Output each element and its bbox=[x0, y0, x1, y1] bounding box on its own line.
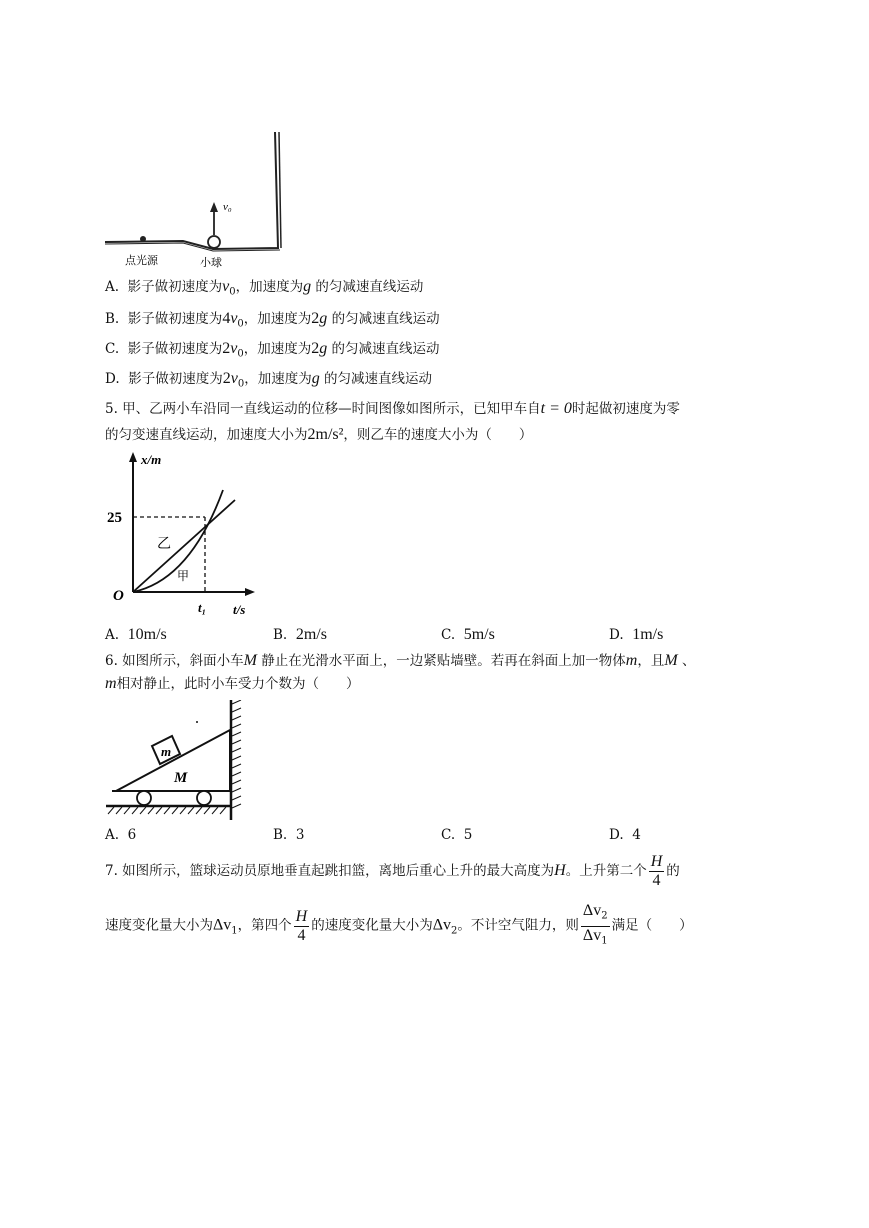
q6-stem-line2: m相对静止，此时小车受力个数为（ ） bbox=[105, 675, 360, 692]
q7-stem-line2: 速度变化量大小为$\Delta v_1$，第四个 $\frac{H}{4}$ 的速度变化量大小为$\Delta v_2$。不计空气阻力，则 $\frac{\Delta v_2}{\Delta v_1}$ 满足（ ） bbox=[105, 902, 693, 950]
q6-option-c: C. 5 bbox=[441, 827, 473, 843]
q5-option-b: B. 2m/s bbox=[273, 626, 327, 643]
curve-label-yi: 乙 bbox=[157, 536, 171, 552]
xtick-t1: t₁ bbox=[198, 600, 207, 615]
xt-graph bbox=[105, 450, 255, 618]
m-label: m bbox=[161, 744, 172, 759]
fraction-H-over-4: $\frac{H}{4}$ bbox=[650, 853, 663, 889]
q5-option-d: D. 1m/s bbox=[609, 626, 664, 643]
q4-option-a: A. 影子做初速度为$v_0$，加速度为g 的匀减速直线运动 bbox=[105, 278, 424, 298]
q5-options bbox=[105, 626, 805, 646]
q5-stem-line2: 的匀变速直线运动，加速度大小为2m/s²，则乙车的速度大小为（ ） bbox=[105, 426, 533, 443]
q6-option-b: B. 3 bbox=[273, 827, 305, 843]
ylabel: x/m bbox=[141, 452, 162, 467]
light-source bbox=[140, 236, 146, 242]
wheel-right bbox=[197, 791, 211, 805]
M-label: M bbox=[174, 770, 188, 786]
ball-label: 小球 bbox=[200, 256, 222, 269]
wheel-left bbox=[137, 791, 151, 805]
fraction-dv2-over-dv1: $\frac{\Delta v_2}{\Delta v_1}$ bbox=[582, 902, 608, 947]
q7-stem-line1: 7. 如图所示，篮球运动员原地垂直起跳扣篮，离地后重心上升的最大高度为H。上升第二个 $\frac{H}{4}$ 的 bbox=[105, 853, 680, 889]
q4-option-c: C. 影子做初速度为$2v_0$，加速度为2g 的匀减速直线运动 bbox=[105, 340, 440, 360]
xlabel: t/s bbox=[233, 602, 246, 617]
fraction-H-over-4-b: $\frac{H}{4}$ bbox=[295, 907, 308, 944]
q6-stem-line1: 6. 如图所示，斜面小车M 静止在光滑水平面上，一边紧贴墙壁。若再在斜面上加一物体m，且M 、 bbox=[105, 652, 696, 669]
origin-label: O bbox=[113, 588, 124, 604]
incline-cart-figure bbox=[104, 700, 244, 825]
ytick-25: 25 bbox=[107, 510, 122, 526]
v0-label: v₀ bbox=[223, 201, 232, 213]
q6-option-a: A. 6 bbox=[105, 827, 137, 843]
q5-option-a: A. 10m/s bbox=[105, 626, 167, 643]
shadow-figure bbox=[103, 132, 303, 274]
q6-option-d: D. 4 bbox=[609, 827, 641, 843]
q6-options bbox=[105, 827, 805, 847]
q5-stem-line1: 5. 甲、乙两小车沿同一直线运动的位移—时间图像如图所示，已知甲车自t = 0时起做初速度为零 bbox=[105, 400, 680, 417]
ball bbox=[208, 236, 220, 248]
q5-option-c: C. 5m/s bbox=[441, 626, 495, 643]
curve-label-jia: 甲 bbox=[177, 569, 190, 583]
light-source-label: 点光源 bbox=[125, 254, 158, 267]
q4-option-b: B. 影子做初速度为$4v_0$，加速度为2g 的匀减速直线运动 bbox=[105, 310, 440, 330]
q4-option-d: D. 影子做初速度为$2v_0$，加速度为g 的匀减速直线运动 bbox=[105, 370, 433, 390]
